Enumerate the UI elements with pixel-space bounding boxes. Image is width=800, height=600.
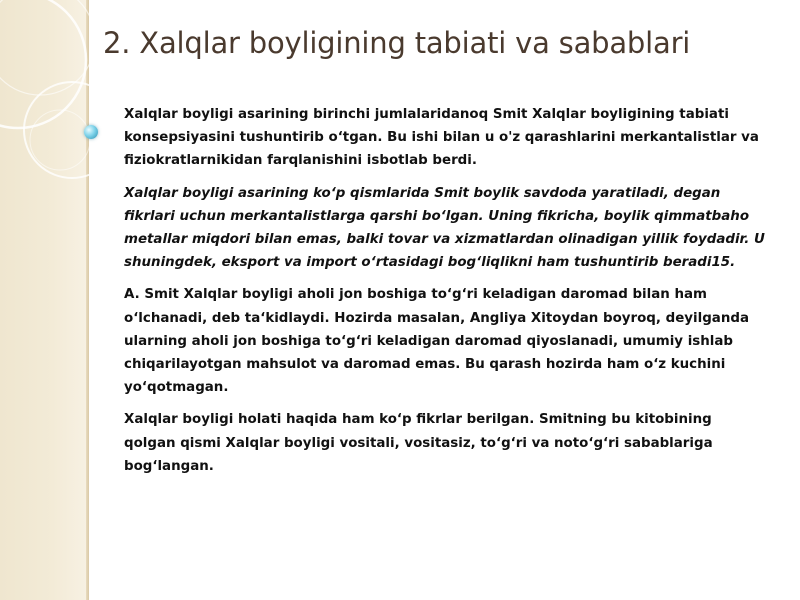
paragraph-3: A. Smit Xalqlar boyligi aholi jon boshiga to‘g‘ri keladigan daromad bilan ham o‘lchanadi, deb ta‘kidlaydi. Hozirda masalan, Angliya Xitoydan boyroq, deyilganda ularning aholi jon boshiga to‘g‘ri keladigan daromad qiyoslanadi, umumiy ishlab chiqarilayotgan mahsulot va daromad emas. Bu qarash hozirda ham o‘z kuchini yo‘qotmagan. bbox=[124, 287, 749, 396]
bullet-dot-icon bbox=[84, 125, 98, 139]
paragraph-1: Xalqlar boyligi asarining birinchi jumlalaridanoq Smit Xalqlar boyligining tabiati konsepsiyasini tushuntirib o‘tgan. Bu ishi bilan u o'z qarashlarini merkantalistlar va fiziokratlarnikidan farqlanishini isbotlab berdi. bbox=[124, 107, 759, 169]
decorative-circles-icon bbox=[0, 0, 120, 220]
slide-body bbox=[124, 103, 766, 487]
paragraph-2: Xalqlar boyligi asarining ko‘p qismlarida Smit boylik savdoda yaratiladi, degan fikrlari uchun merkantalistlarga qarshi bo‘lgan. Uning fikricha, boylik qimmatbaho metallar miqdori bilan emas, balki tovar va xizmatlardan olinadigan yillik foydadir. U shuningdek, eksport va import o‘rtasidagi bog‘liqlikni ham tushuntirib beradi15. bbox=[124, 185, 765, 271]
paragraph-4: Xalqlar boyligi holati haqida ham ko‘p fikrlar berilgan. Smitning bu kitobining qolgan qismi Xalqlar boyligi vositali, vositasiz, to‘g‘ri va noto‘g‘ri sabablariga bog‘langan. bbox=[124, 412, 713, 474]
slide-title: 2. Xalqlar boyligining tabiati va sabablari bbox=[103, 26, 691, 60]
